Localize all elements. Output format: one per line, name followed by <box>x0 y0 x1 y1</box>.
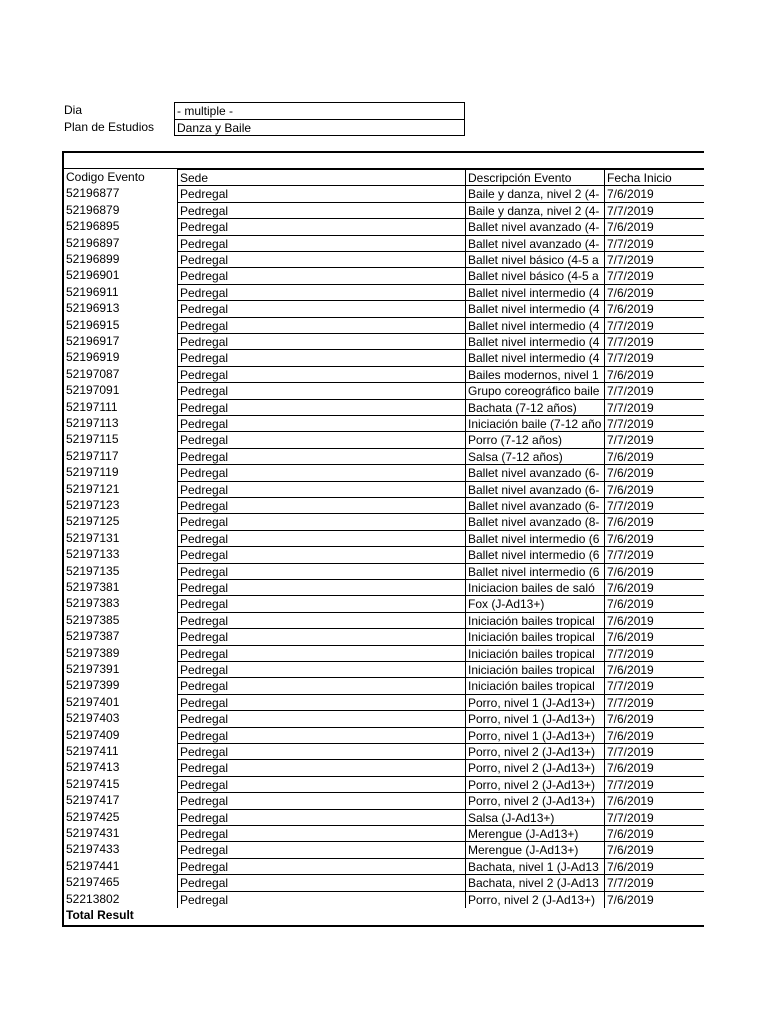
sede-cell[interactable]: Pedregal <box>177 759 465 776</box>
sede-cell[interactable]: Pedregal <box>177 612 465 629</box>
column-header-fecha[interactable]: Fecha Inicio <box>604 169 704 186</box>
codigo-cell[interactable]: 52197119 <box>66 465 119 480</box>
codigo-cell[interactable]: 52197131 <box>66 530 120 545</box>
codigo-cell[interactable]: 52197465 <box>66 875 120 890</box>
table-row <box>64 317 704 334</box>
filter-label: Dia <box>64 103 83 117</box>
sede-cell[interactable]: Pedregal <box>177 448 465 465</box>
fecha-cell[interactable]: 7/6/2019 <box>604 841 704 858</box>
codigo-cell[interactable]: 52213802 <box>66 891 120 906</box>
sede-cell[interactable]: Pedregal <box>177 267 465 284</box>
column-header-codigo[interactable]: Codigo Evento <box>66 170 145 184</box>
descripcion-cell[interactable]: Fox (J-Ad13+) <box>465 595 604 612</box>
descripcion-cell[interactable]: Grupo coreográfico baile <box>465 382 604 399</box>
descripcion-cell[interactable]: Ballet nivel intermedio (4 <box>465 349 604 366</box>
descripcion-cell[interactable]: Iniciación bailes tropical <box>465 645 604 662</box>
fecha-cell[interactable]: 7/6/2019 <box>604 563 704 580</box>
table-row <box>64 448 704 465</box>
fecha-cell[interactable]: 7/6/2019 <box>604 727 704 744</box>
sede-cell[interactable]: Pedregal <box>177 333 465 350</box>
table-row <box>64 202 704 219</box>
codigo-cell[interactable]: 52197417 <box>66 793 120 808</box>
descripcion-cell[interactable]: Ballet nivel avanzado (6- <box>465 497 604 514</box>
sede-cell[interactable]: Pedregal <box>177 874 465 891</box>
codigo-cell[interactable]: 52197409 <box>66 727 120 742</box>
fecha-cell[interactable]: 7/6/2019 <box>604 612 704 629</box>
codigo-cell[interactable]: 52196919 <box>66 350 120 365</box>
fecha-cell[interactable]: 7/6/2019 <box>604 513 704 530</box>
sede-cell[interactable]: Pedregal <box>177 841 465 858</box>
total-result-row <box>64 907 704 924</box>
fecha-cell[interactable]: 7/7/2019 <box>604 382 704 399</box>
codigo-cell[interactable]: 52197121 <box>66 481 120 496</box>
table-row <box>64 809 704 826</box>
sede-cell[interactable]: Pedregal <box>177 202 465 219</box>
descripcion-cell[interactable]: Iniciación bailes tropical <box>465 628 604 645</box>
total-result-label: Total Result <box>66 908 134 922</box>
table-row <box>64 677 704 694</box>
sede-cell[interactable]: Pedregal <box>177 300 465 317</box>
descripcion-cell[interactable]: Salsa (J-Ad13+) <box>465 809 604 826</box>
descripcion-cell[interactable]: Ballet nivel intermedio (6 <box>465 563 604 580</box>
table-row <box>64 218 704 235</box>
filter-label: Plan de Estudios <box>64 120 155 134</box>
descripcion-cell[interactable]: Porro, nivel 1 (J-Ad13+) <box>465 710 604 727</box>
sede-cell[interactable]: Pedregal <box>177 284 465 301</box>
codigo-cell[interactable]: 52196877 <box>66 186 120 201</box>
descripcion-cell[interactable]: Ballet nivel avanzado (6- <box>465 464 604 481</box>
fecha-cell[interactable]: 7/7/2019 <box>604 349 704 366</box>
descripcion-cell[interactable]: Porro, nivel 2 (J-Ad13+) <box>465 891 604 908</box>
sede-cell[interactable]: Pedregal <box>177 694 465 711</box>
codigo-cell[interactable]: 52197411 <box>66 744 119 758</box>
codigo-cell[interactable]: 52197125 <box>66 514 120 529</box>
descripcion-cell[interactable]: Bachata, nivel 1 (J-Ad13 <box>465 858 604 875</box>
table-row <box>64 251 704 268</box>
sede-cell[interactable]: Pedregal <box>177 366 465 383</box>
descripcion-cell[interactable]: Bachata (7-12 años) <box>465 399 604 416</box>
descripcion-cell[interactable]: Ballet nivel intermedio (4 <box>465 284 604 301</box>
fecha-cell[interactable]: 7/7/2019 <box>604 809 704 826</box>
sede-cell[interactable]: Pedregal <box>177 546 465 563</box>
codigo-cell[interactable]: 52197381 <box>66 580 120 594</box>
sede-cell[interactable]: Pedregal <box>177 743 465 760</box>
fecha-cell[interactable]: 7/6/2019 <box>604 661 704 678</box>
descripcion-cell[interactable]: Iniciación baile (7-12 año <box>465 415 604 432</box>
codigo-cell[interactable]: 52196895 <box>66 219 120 234</box>
descripcion-cell[interactable]: Ballet nivel avanzado (6- <box>465 481 604 498</box>
fecha-cell[interactable]: 7/6/2019 <box>604 825 704 842</box>
filter-value-dia[interactable]: - multiple - <box>174 102 465 119</box>
sede-cell[interactable]: Pedregal <box>177 825 465 842</box>
codigo-cell[interactable]: 52196913 <box>66 301 120 316</box>
fecha-cell[interactable]: 7/6/2019 <box>604 300 704 317</box>
descripcion-cell[interactable]: Bailes modernos, nivel 1 <box>465 366 604 383</box>
table-row <box>64 464 704 481</box>
sede-cell[interactable]: Pedregal <box>177 464 465 481</box>
descripcion-cell[interactable]: Porro, nivel 2 (J-Ad13+) <box>465 759 604 776</box>
codigo-cell[interactable]: 52196879 <box>66 202 120 217</box>
sede-cell[interactable]: Pedregal <box>177 579 465 596</box>
sede-cell[interactable]: Pedregal <box>177 858 465 875</box>
sede-cell[interactable]: Pedregal <box>177 251 465 268</box>
sede-cell[interactable]: Pedregal <box>177 891 465 908</box>
fecha-cell[interactable]: 7/6/2019 <box>604 759 704 776</box>
table-row <box>64 235 704 252</box>
column-header-sede[interactable]: Sede <box>177 169 465 186</box>
codigo-cell[interactable]: 52197415 <box>66 776 120 791</box>
descripcion-cell[interactable]: Merengue (J-Ad13+) <box>465 841 604 858</box>
fecha-cell[interactable]: 7/6/2019 <box>604 464 704 481</box>
fecha-cell[interactable]: 7/7/2019 <box>604 267 704 284</box>
descripcion-cell[interactable]: Iniciación bailes tropical <box>465 661 604 678</box>
fecha-cell[interactable]: 7/6/2019 <box>604 366 704 383</box>
fecha-cell[interactable]: 7/7/2019 <box>604 497 704 514</box>
descripcion-cell[interactable]: Porro (7-12 años) <box>465 431 604 448</box>
codigo-cell[interactable]: 52197441 <box>66 858 120 873</box>
codigo-cell[interactable]: 52197091 <box>66 383 120 398</box>
codigo-cell[interactable]: 52196917 <box>66 334 120 348</box>
table-row <box>64 645 704 662</box>
table-row <box>64 431 704 448</box>
table-row <box>64 628 704 645</box>
sede-cell[interactable]: Pedregal <box>177 661 465 678</box>
codigo-cell[interactable]: 52197425 <box>66 809 120 824</box>
table-row <box>64 710 704 727</box>
descripcion-cell[interactable]: Porro, nivel 1 (J-Ad13+) <box>465 727 604 744</box>
descripcion-cell[interactable]: Iniciación bailes tropical <box>465 677 604 694</box>
sede-cell[interactable]: Pedregal <box>177 218 465 235</box>
descripcion-cell[interactable]: Ballet nivel avanzado (4- <box>465 235 604 252</box>
fecha-cell[interactable]: 7/7/2019 <box>604 874 704 891</box>
descripcion-cell[interactable]: Baile y danza, nivel 2 (4- <box>465 185 604 202</box>
fecha-cell[interactable]: 7/7/2019 <box>604 431 704 448</box>
descripcion-cell[interactable]: Porro, nivel 1 (J-Ad13+) <box>465 694 604 711</box>
descripcion-cell[interactable]: Bachata, nivel 2 (J-Ad13 <box>465 874 604 891</box>
codigo-cell[interactable]: 52197133 <box>66 547 120 562</box>
sede-cell[interactable]: Pedregal <box>177 235 465 252</box>
sede-cell[interactable]: Pedregal <box>177 382 465 399</box>
codigo-cell[interactable]: 52197433 <box>66 842 120 857</box>
codigo-cell[interactable]: 52197389 <box>66 645 120 660</box>
codigo-cell[interactable]: 52197401 <box>66 694 120 709</box>
sede-cell[interactable]: Pedregal <box>177 645 465 662</box>
table-row <box>64 415 704 432</box>
sede-cell[interactable]: Pedregal <box>177 776 465 793</box>
table-row <box>64 825 704 842</box>
codigo-cell[interactable]: 52197111 <box>66 399 118 414</box>
table-row <box>64 694 704 711</box>
codigo-cell[interactable]: 52197115 <box>66 432 119 447</box>
codigo-cell[interactable]: 52196897 <box>66 235 120 250</box>
sede-cell[interactable]: Pedregal <box>177 317 465 334</box>
fecha-cell[interactable]: 7/7/2019 <box>604 546 704 563</box>
fecha-cell[interactable]: 7/7/2019 <box>604 415 704 432</box>
table-row <box>64 743 704 760</box>
fecha-cell[interactable]: 7/6/2019 <box>604 595 704 612</box>
descripcion-cell[interactable]: Ballet nivel intermedio (4 <box>465 333 604 350</box>
table-row <box>64 612 704 629</box>
sede-cell[interactable]: Pedregal <box>177 481 465 498</box>
fecha-cell[interactable]: 7/7/2019 <box>604 743 704 760</box>
codigo-cell[interactable]: 52196915 <box>66 317 120 332</box>
sede-cell[interactable]: Pedregal <box>177 349 465 366</box>
table-row <box>64 759 704 776</box>
descripcion-cell[interactable]: Ballet nivel avanzado (4- <box>465 218 604 235</box>
sede-cell[interactable]: Pedregal <box>177 513 465 530</box>
codigo-cell[interactable]: 52197135 <box>66 563 120 578</box>
sede-cell[interactable]: Pedregal <box>177 563 465 580</box>
descripcion-cell[interactable]: Ballet nivel intermedio (6 <box>465 530 604 547</box>
table-header-row <box>64 169 704 186</box>
codigo-cell[interactable]: 52197391 <box>66 662 120 676</box>
fecha-cell[interactable]: 7/6/2019 <box>604 628 704 645</box>
codigo-cell[interactable]: 52197431 <box>66 826 120 840</box>
descripcion-cell[interactable]: Ballet nivel básico (4-5 a <box>465 251 604 268</box>
table-row <box>64 366 704 383</box>
table-row <box>64 530 704 547</box>
table-row <box>64 399 704 416</box>
fecha-cell[interactable]: 7/6/2019 <box>604 710 704 727</box>
fecha-cell[interactable]: 7/7/2019 <box>604 235 704 252</box>
sede-cell[interactable]: Pedregal <box>177 497 465 514</box>
sede-cell[interactable]: Pedregal <box>177 399 465 416</box>
codigo-cell[interactable]: 52197123 <box>66 498 120 512</box>
codigo-cell[interactable]: 52197385 <box>66 612 120 627</box>
codigo-cell[interactable]: 52196911 <box>66 284 119 299</box>
table-row <box>64 513 704 530</box>
descripcion-cell[interactable]: Iniciacion bailes de saló <box>465 579 604 596</box>
sede-cell[interactable]: Pedregal <box>177 727 465 744</box>
fecha-cell[interactable]: 7/6/2019 <box>604 579 704 596</box>
table-row <box>64 858 704 875</box>
descripcion-cell[interactable]: Merengue (J-Ad13+) <box>465 825 604 842</box>
table-row <box>64 333 704 350</box>
descripcion-cell[interactable]: Ballet nivel intermedio (6 <box>465 546 604 563</box>
table-row <box>64 579 704 596</box>
fecha-cell[interactable]: 7/7/2019 <box>604 677 704 694</box>
sede-cell[interactable]: Pedregal <box>177 628 465 645</box>
fecha-cell[interactable]: 7/6/2019 <box>604 858 704 875</box>
fecha-cell[interactable]: 7/6/2019 <box>604 792 704 809</box>
fecha-cell[interactable]: 7/7/2019 <box>604 694 704 711</box>
codigo-cell[interactable]: 52196899 <box>66 252 120 266</box>
fecha-cell[interactable]: 7/6/2019 <box>604 481 704 498</box>
table-row <box>64 661 704 678</box>
fecha-cell[interactable]: 7/6/2019 <box>604 448 704 465</box>
descripcion-cell[interactable]: Ballet nivel básico (4-5 a <box>465 267 604 284</box>
descripcion-cell[interactable]: Ballet nivel intermedio (4 <box>465 300 604 317</box>
fecha-cell[interactable]: 7/7/2019 <box>604 317 704 334</box>
table-row <box>64 891 704 908</box>
fecha-cell[interactable]: 7/7/2019 <box>604 776 704 793</box>
table-row <box>64 776 704 793</box>
table-row <box>64 595 704 612</box>
table-row <box>64 792 704 809</box>
sede-cell[interactable]: Pedregal <box>177 530 465 547</box>
table-row <box>64 874 704 891</box>
table-row <box>64 300 704 317</box>
fecha-cell[interactable]: 7/7/2019 <box>604 333 704 350</box>
fecha-cell[interactable]: 7/6/2019 <box>604 218 704 235</box>
fecha-cell[interactable]: 7/7/2019 <box>604 202 704 219</box>
sede-cell[interactable]: Pedregal <box>177 677 465 694</box>
descripcion-cell[interactable]: Porro, nivel 2 (J-Ad13+) <box>465 743 604 760</box>
sede-cell[interactable]: Pedregal <box>177 415 465 432</box>
table-row <box>64 267 704 284</box>
codigo-cell[interactable]: 52196901 <box>66 268 120 283</box>
codigo-cell[interactable]: 52197399 <box>66 678 120 693</box>
table-row <box>64 841 704 858</box>
sede-cell[interactable]: Pedregal <box>177 710 465 727</box>
filter-value-plan[interactable]: Danza y Baile <box>174 119 465 136</box>
fecha-cell[interactable]: 7/6/2019 <box>604 891 704 908</box>
sede-cell[interactable]: Pedregal <box>177 792 465 809</box>
codigo-cell[interactable]: 52197087 <box>66 366 120 381</box>
pivot-table <box>62 151 704 927</box>
column-header-descripcion[interactable]: Descripción Evento <box>465 169 604 186</box>
descripcion-cell[interactable]: Baile y danza, nivel 2 (4- <box>465 202 604 219</box>
descripcion-cell[interactable]: Ballet nivel intermedio (4 <box>465 317 604 334</box>
sede-cell[interactable]: Pedregal <box>177 809 465 826</box>
descripcion-cell[interactable]: Iniciación bailes tropical <box>465 612 604 629</box>
fecha-cell[interactable]: 7/7/2019 <box>604 645 704 662</box>
table-row <box>64 497 704 514</box>
table-row <box>64 727 704 744</box>
descripcion-cell[interactable]: Porro, nivel 2 (J-Ad13+) <box>465 776 604 793</box>
codigo-cell[interactable]: 52197413 <box>66 760 120 775</box>
sede-cell[interactable]: Pedregal <box>177 431 465 448</box>
descripcion-cell[interactable]: Salsa (7-12 años) <box>465 448 604 465</box>
fecha-cell[interactable]: 7/7/2019 <box>604 399 704 416</box>
table-row <box>64 563 704 580</box>
fecha-cell[interactable]: 7/6/2019 <box>604 284 704 301</box>
fecha-cell[interactable]: 7/6/2019 <box>604 530 704 547</box>
fecha-cell[interactable]: 7/7/2019 <box>604 251 704 268</box>
codigo-cell[interactable]: 52197117 <box>66 448 119 463</box>
codigo-cell[interactable]: 52197387 <box>66 629 120 644</box>
descripcion-cell[interactable]: Porro, nivel 2 (J-Ad13+) <box>465 792 604 809</box>
table-row <box>64 382 704 399</box>
codigo-cell[interactable]: 52197113 <box>66 416 119 430</box>
table-row <box>64 349 704 366</box>
sede-cell[interactable]: Pedregal <box>177 595 465 612</box>
codigo-cell[interactable]: 52197403 <box>66 711 120 726</box>
table-row <box>64 284 704 301</box>
descripcion-cell[interactable]: Ballet nivel avanzado (8- <box>465 513 604 530</box>
codigo-cell[interactable]: 52197383 <box>66 596 120 611</box>
table-row <box>64 185 704 202</box>
table-row <box>64 481 704 498</box>
sede-cell[interactable]: Pedregal <box>177 185 465 202</box>
fecha-cell[interactable]: 7/6/2019 <box>604 185 704 202</box>
table-row <box>64 546 704 563</box>
